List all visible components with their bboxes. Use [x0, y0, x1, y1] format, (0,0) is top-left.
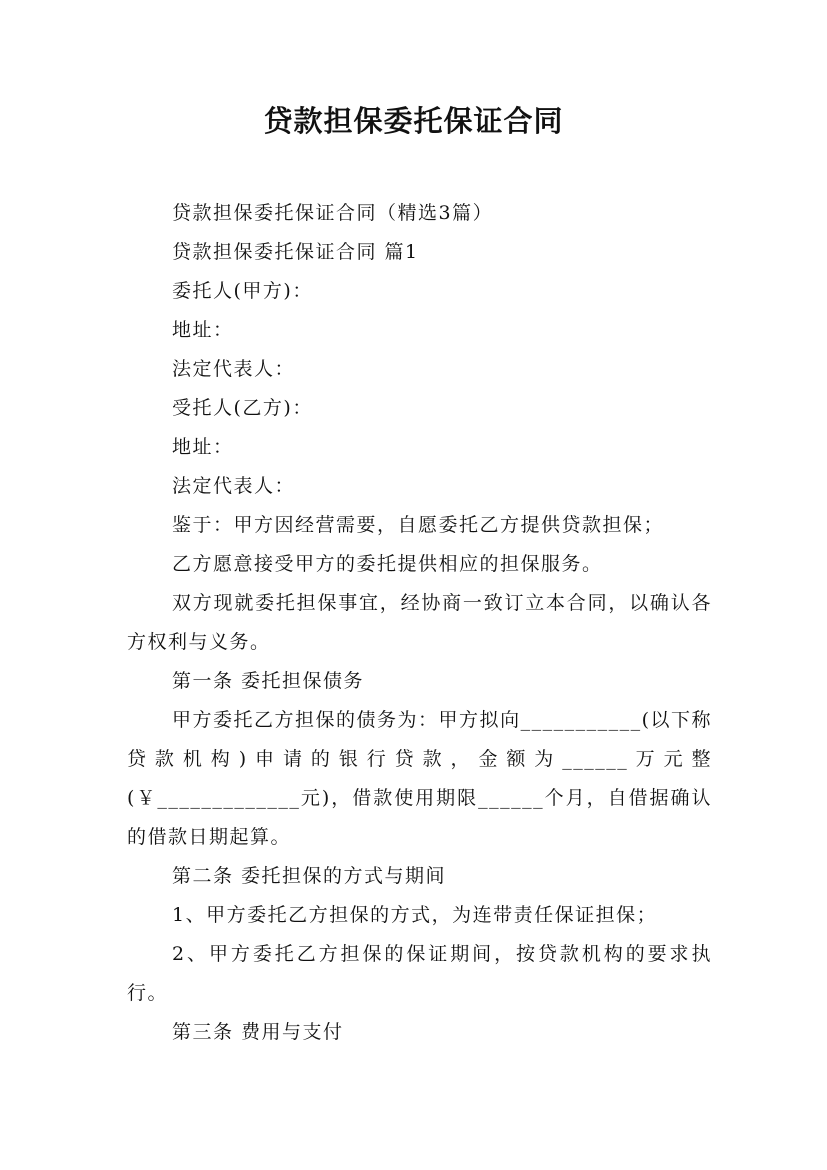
- party-a-label: 委托人(甲方)：: [172, 280, 313, 302]
- article-1-body: 甲方委托乙方担保的债务为：甲方拟向___________(以下称贷款机构)申请的银行贷款，金额为______万元整(￥_____________元)，借款使用期限______个月，自借据确认的借款日期起算。: [127, 709, 712, 848]
- party-b-label: 受托人(乙方)：: [172, 397, 313, 419]
- subtitle-paragraph: 贷款担保委托保证合同（精选3篇）: [172, 202, 494, 224]
- party-b-address-label: 地址：: [172, 436, 234, 458]
- article-2-item-2: 2、甲方委托乙方担保的保证期间，按贷款机构的要求执行。: [127, 943, 712, 1004]
- article-2-item-1: 1、甲方委托乙方担保的方式，为连带责任保证担保；: [172, 904, 658, 926]
- article-1-heading: 第一条 委托担保债务: [172, 670, 365, 692]
- document-title: 贷款担保委托保证合同: [263, 104, 564, 138]
- whereas-paragraph: 鉴于：甲方因经营需要，自愿委托乙方提供贷款担保；: [172, 514, 665, 536]
- section-heading: 贷款担保委托保证合同 篇1: [172, 241, 419, 263]
- acceptance-paragraph: 乙方愿意接受甲方的委托提供相应的担保服务。: [172, 553, 603, 575]
- document-body: [127, 194, 712, 1052]
- article-3-heading: 第三条 费用与支付: [172, 1021, 344, 1043]
- agreement-paragraph: 双方现就委托担保事宜，经协商一致订立本合同，以确认各方权利与义务。: [127, 592, 712, 653]
- article-2-heading: 第二条 委托担保的方式与期间: [172, 865, 447, 887]
- party-b-representative-label: 法定代表人：: [172, 475, 296, 497]
- party-a-representative-label: 法定代表人：: [172, 358, 296, 380]
- party-a-address-label: 地址：: [172, 319, 234, 341]
